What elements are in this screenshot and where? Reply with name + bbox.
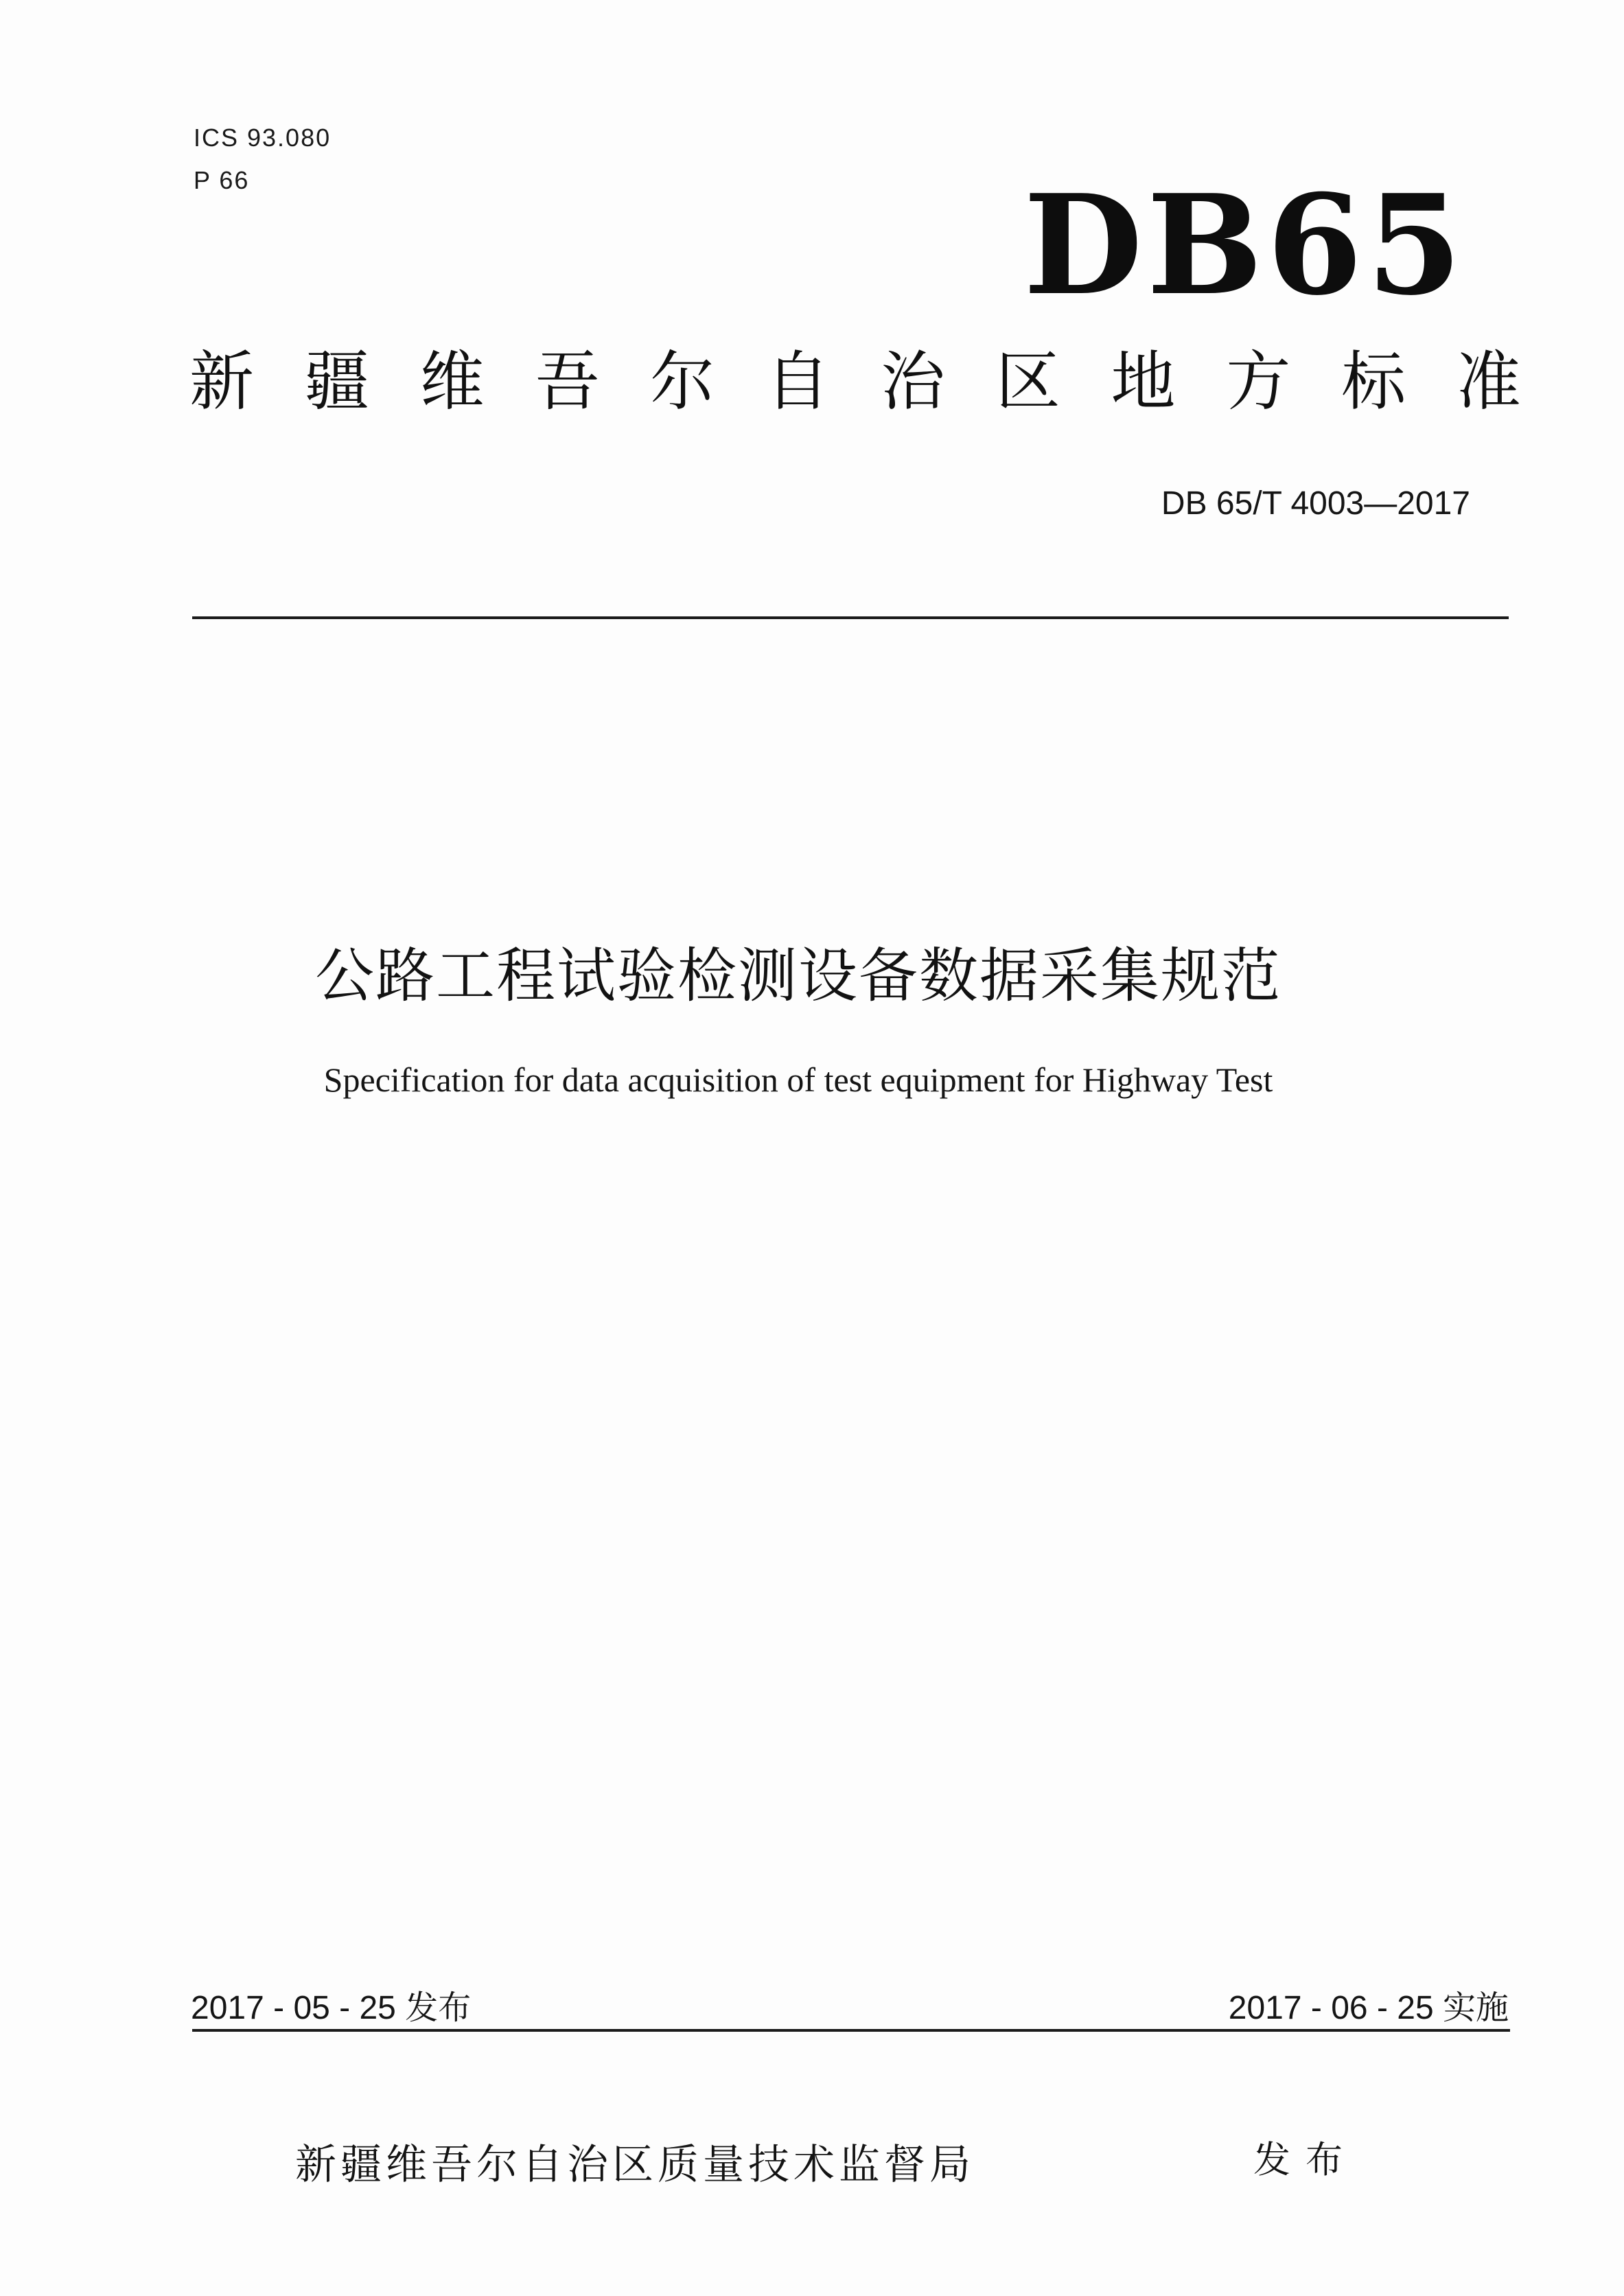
standard-type-char: 尔 — [650, 345, 715, 419]
standard-type-char: 自 — [765, 345, 831, 419]
db65-logo: DB65 — [1023, 165, 1466, 326]
bottom-divider — [192, 2029, 1510, 2032]
standard-type-char: 地 — [1111, 345, 1176, 419]
standard-number: DB 65/T 4003—2017 — [1161, 485, 1470, 522]
chinese-title: 公路工程试验检测设备数据采集规范 — [315, 942, 1281, 1010]
ics-code: ICS 93.080 — [194, 124, 332, 152]
english-title: Specification for data acquisition of test equipment for Highway Test — [323, 1060, 1273, 1099]
ccs-code: P 66 — [194, 166, 250, 194]
issuing-authority: 新疆维吾尔自治区质量技术监督局 — [295, 2141, 975, 2189]
standard-type-char: 方 — [1226, 345, 1291, 419]
standard-type-char: 标 — [1341, 345, 1406, 419]
standard-type-heading — [189, 345, 1521, 419]
standard-type-char: 新 — [189, 345, 255, 419]
standard-type-char: 吾 — [535, 345, 600, 419]
issue-label: 发布 — [1253, 2138, 1358, 2181]
standard-type-char: 疆 — [304, 345, 369, 419]
standard-type-char: 治 — [880, 345, 945, 419]
standard-type-char: 维 — [419, 345, 485, 419]
top-divider — [192, 616, 1509, 619]
standard-type-char: 准 — [1456, 345, 1521, 419]
standard-type-char: 区 — [995, 345, 1060, 419]
implementation-date: 2017 - 06 - 25 实施 — [1228, 1990, 1509, 2026]
issue-date: 2017 - 05 - 25 发布 — [191, 1990, 472, 2026]
